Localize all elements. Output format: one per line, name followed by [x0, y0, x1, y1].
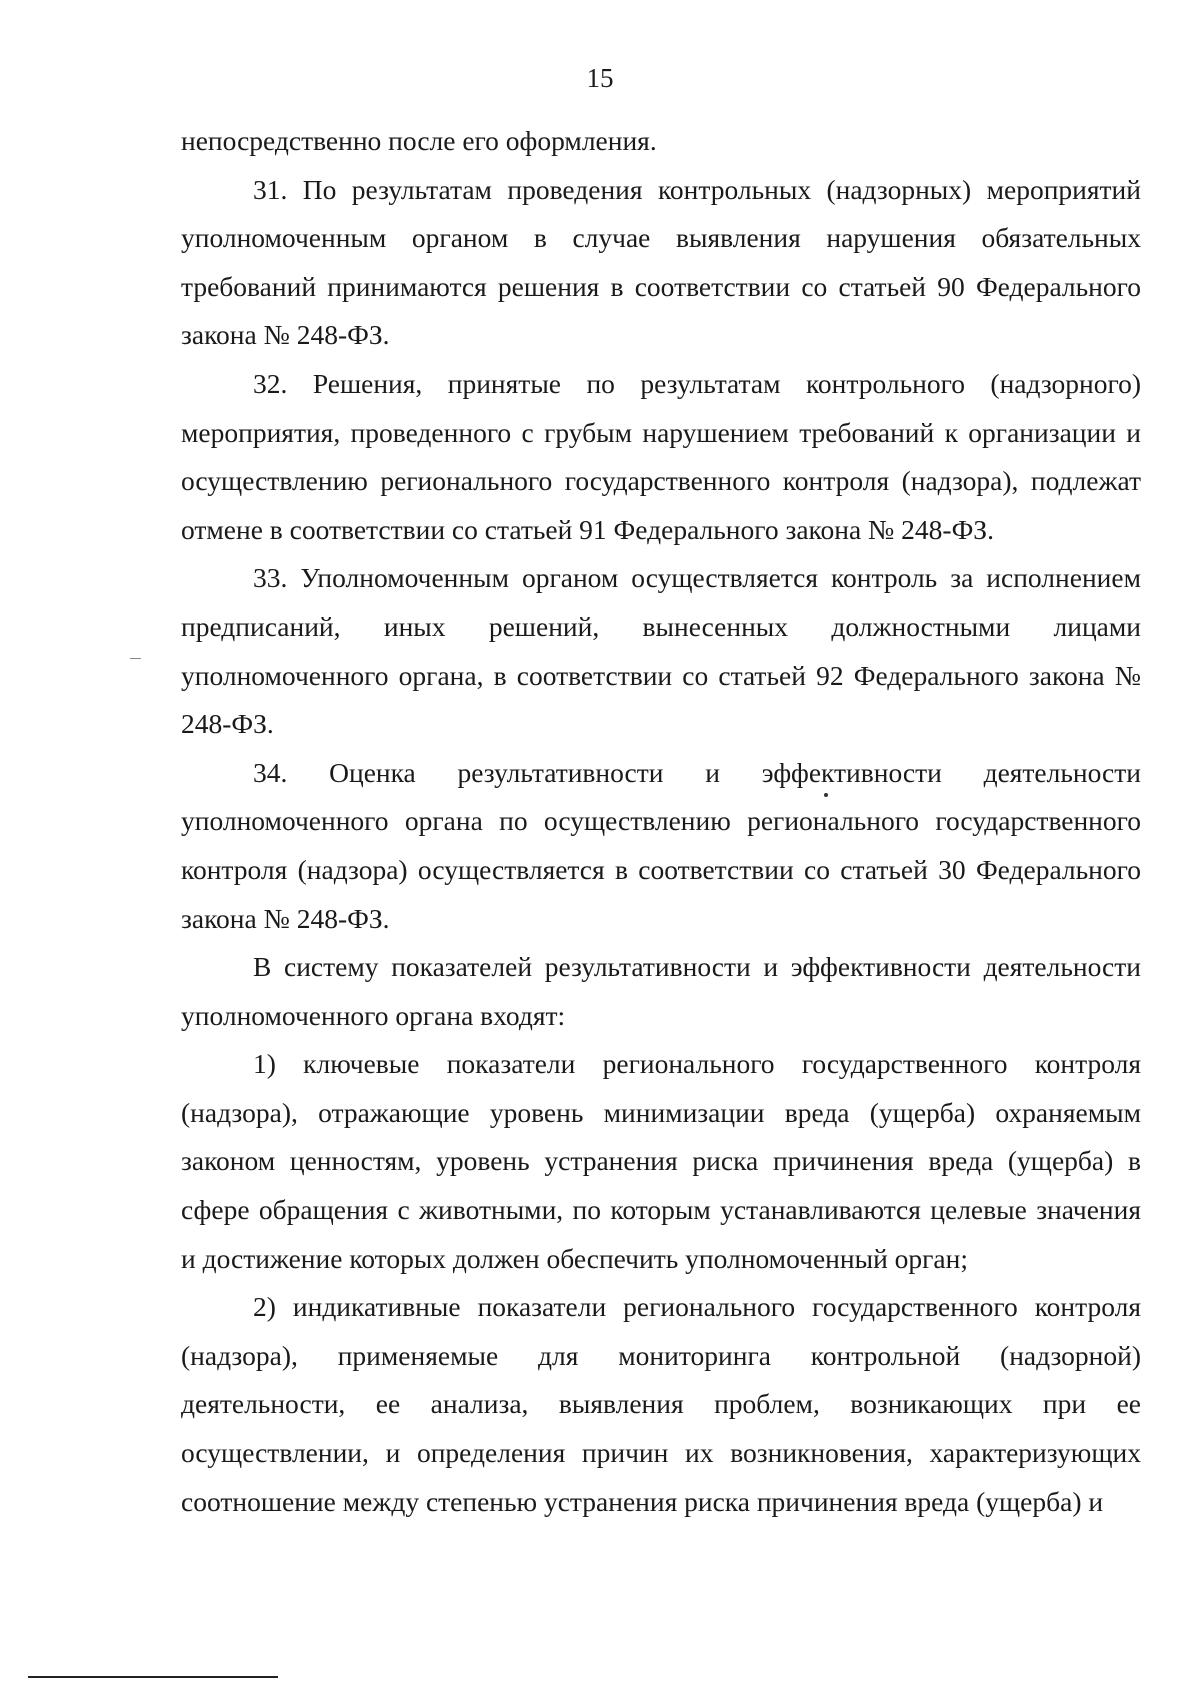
list-item-1: 1) ключевые показатели регионального государственного контроля (надзора), отражающие уровень минимизации вреда (ущерба) охраняемым законом ценностям, уровень устранения риска причинения вреда (ущерба) в сфере обращения с животными, по которым устанавливаются целевые значения и достижение которых должен обеспечить уполномоченный орган;: [181, 1048, 1141, 1274]
paragraph-32: 32. Решения, принятые по результатам контрольного (надзорного) мероприятия, проведенного с грубым нарушением требований к организации и осуществлению регионального государственного контроля (надзора), подлежат отмене в соответствии со статьей 91 Федерального закона № 248-ФЗ.: [181, 367, 1141, 545]
paragraph-31: 31. По результатам проведения контрольных (надзорных) мероприятий уполномоченным органом в случае выявления нарушения обязательных требований принимаются решения в соответствии со статьей 90 Федерального закона № 248-ФЗ.: [181, 173, 1141, 351]
scan-artifact-dot: [824, 793, 828, 797]
paragraph-continuation: непосредственно после его оформления.: [181, 125, 657, 156]
footnote-rule: [28, 1676, 278, 1678]
paragraph-33: 33. Уполномоченным органом осуществляется контроль за исполнением предписаний, иных решений, вынесенных должностными лицами уполномоченного органа, в соответствии со статьей 92 Федерального закона № 248-ФЗ.: [181, 562, 1141, 740]
scan-margin-mark: [130, 658, 141, 659]
page-number: 15: [586, 63, 614, 93]
document-body: [181, 117, 1141, 1526]
paragraph-34: 34. Оценка результативности и эффективности деятельности уполномоченного органа по осуществлению регионального государственного контроля (надзора) осуществляется в соответствии со статьей 30 Федерального закона № 248-ФЗ.: [181, 756, 1141, 934]
paragraph-indicators-intro: В систему показателей результативности и эффективности деятельности уполномоченного органа входят:: [181, 951, 1141, 1031]
list-item-2: 2) индикативные показатели регионального государственного контроля (надзора), применяемые для мониторинга контрольной (надзорной) деятельности, ее анализа, выявления проблем, возникающих при ее осуществлении, и определения причин их возникновения, характеризующих соотношение между степенью устранения риска причинения вреда (ущерба) и: [181, 1291, 1141, 1517]
